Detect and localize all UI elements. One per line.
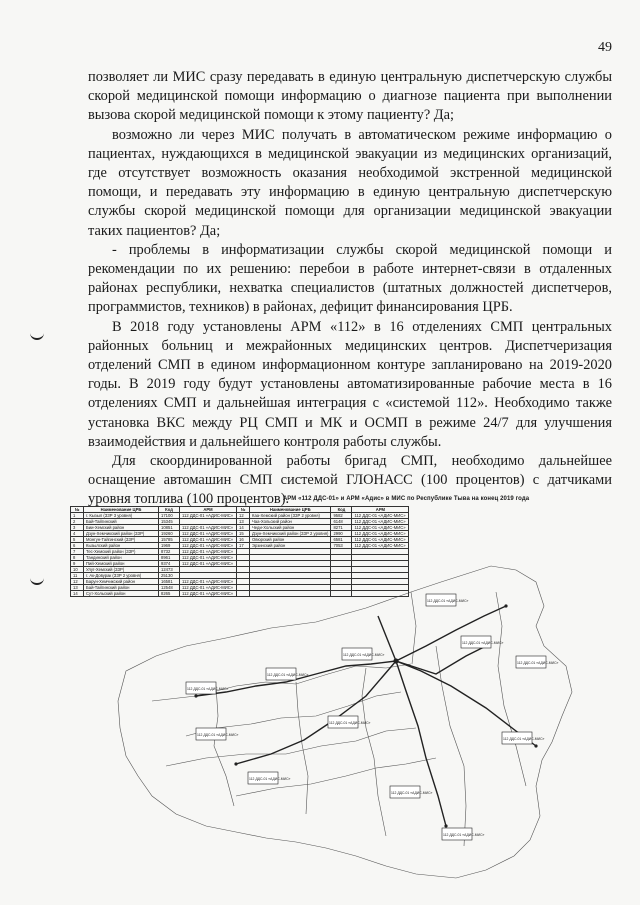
table-header: Наименование ЦРБ [250,507,331,513]
table-cell: 12473 [159,567,180,573]
table-cell: 112 ДДС-01 «АДИС-МИС» [180,585,237,591]
table-row [71,513,409,519]
map-label: 112 ДДС-01 «АДИС-МИС» [343,653,385,657]
table-row [71,531,409,537]
table-cell: 112 ДДС-01 «АДИС-МИС» [180,531,237,537]
table-cell: 11 [71,573,84,579]
table-cell: г. Кызыл (ЗЗР 3 уровня) [84,513,159,519]
table-cell: 112 ДДС-01 «АДИС-МИС» [352,531,409,537]
paragraph-5: Для скоординированной работы бригад СМП, необходимо дальнейшее оснащение автомашин СМП системой ГЛОНАСС (100 процентов) с датчиками уровня топлива (100 процентов). [88,453,612,508]
table-cell: Эрзинский район [250,543,331,549]
table-cell: 16581 [159,579,180,585]
table-cell: 1 [71,513,84,519]
map-label: 112 ДДС-01 «АДИС-МИС» [249,777,291,781]
table-row [71,537,409,543]
table-cell: Сут-Хольский район [84,591,159,597]
table-cell: 8 [71,555,84,561]
map-label: 112 ДДС-01 «АДИС-МИС» [187,687,229,691]
body-text [88,68,612,510]
map-label: 112 ДДС-01 «АДИС-МИС» [427,599,469,603]
table-cell: 112 ДДС-01 «АДИС-МИС» [352,537,409,543]
arm-table [70,506,409,597]
table-cell: 112 ДДС-01 «АДИС-МИС» [180,537,237,543]
table-cell: 112 ДДС-01 «АДИС-МИС» [180,591,237,597]
table-cell: 112 ДДС-01 «АДИС-МИС» [352,525,409,531]
table-cell: 15785 [159,537,180,543]
table-cell: 9 [71,561,84,567]
table-cell: 112 ДДС-01 «АДИС-МИС» [180,555,237,561]
table-cell: 13 [71,585,84,591]
table-cell: 112 ДДС-01 «АДИС-МИС» [180,513,237,519]
paragraph-4: В 2018 году установлены АРМ «112» в 16 отделениях СМП центральных районных больниц и межрайонных медицинских центров. Диспетчеризация отделений СМП в едином информационном контуре запланировано на 2019-2020 годы. В 2019 году будут установлены автоматизированные рабочие места в 16 отделениях СМП и дальнейшая интеграция с «системой 112». Необходимо также установка ВКС между РЦ СМП и МК и ОСМП в режиме 24/7 для улучшения взаимодействия и дальнейшего контроля работы службы. [88,318,612,450]
table-cell: 12 [237,513,250,519]
table-cell [331,591,352,597]
table-cell: 25130 [159,573,180,579]
table-header: № [237,507,250,513]
table-cell: Улуг-Хемский (ЗЗР) [84,567,159,573]
page-number: 49 [598,40,612,55]
table-row [71,591,409,597]
table-cell: Бии-Хемский район [84,525,159,531]
table-cell: Бай-Тайгинский [84,519,159,525]
table-cell: г. Ак-Довурак (ЗЗР 2 уровня) [84,573,159,579]
table-cell: 17 [237,543,250,549]
map-label: 112 ДДС-01 «АДИС-МИС» [391,791,433,795]
table-cell: 6581 [331,537,352,543]
table-cell: 2 [71,519,84,525]
table-cell: 5 [71,537,84,543]
table-cell: 7 [71,549,84,555]
paragraph-2: возможно ли через МИС получать в автоматическом режиме информацию о пациентах, нуждающихся в медицинской эвакуации из медицинских организаций, где отсутствует возможность оказания необходимой экстренной медицинской помощи, и передавать эту информацию в единую центральную диспетчерскую службы скорой медицинской помощи для организации медицинской эвакуации таких пациентов? Да; [88,126,612,239]
table-cell: Чаа-Хольский район [250,519,331,525]
table-cell: 8265 [159,591,180,597]
table-cell: 6 [71,543,84,549]
table-cell [250,591,331,597]
table-cell: 9374 [159,561,180,567]
table-cell: Овюрский район [250,537,331,543]
table-cell: Тандинский район [84,555,159,561]
table-cell: Пий-Хемский район [84,561,159,567]
table-cell: Дзун-Хемчикский район (ЗЗР) [84,531,159,537]
table-header: Код [331,507,352,513]
map-label: 112 ДДС-01 «АДИС-МИС» [517,661,559,665]
table-cell: 112 ДДС-01 «АДИС-МИС» [352,519,409,525]
table-cell: 12 [71,579,84,585]
table-cell: Чеди-Хольский район [250,525,331,531]
table-cell: 7053 [331,543,352,549]
table-cell: Кызылский район [84,543,159,549]
table-cell: Тес-Хемский район (ЗЗР) [84,549,159,555]
map-label: 112 ДДС-01 «АДИС-МИС» [462,641,504,645]
table-cell: 112 ДДС-01 «АДИС-МИС» [180,543,237,549]
table-cell [352,591,409,597]
figure-title: АРМ «112 ДДС-01» и АРМ «Адис» в МИС по Республике Тыва на конец 2019 года [282,496,530,502]
table-cell: 3 [71,525,84,531]
table-cell: 8961 [159,555,180,561]
table-cell: 19260 [159,531,180,537]
table-cell: 9582 [331,513,352,519]
table-header: № [71,507,84,513]
map-label: 112 ДДС-01 «АДИС-МИС» [197,733,239,737]
map-figure [66,496,608,888]
table-cell: 112 ДДС-01 «АДИС-МИС» [180,525,237,531]
map-label: 112 ДДС-01 «АДИС-МИС» [267,673,309,677]
table-header: Наименование ЦРБ [84,507,159,513]
paragraph-3: - проблемы в информатизации службы скорой медицинской помощи и рекомендации по их решению: перебои в работе интернет-связи в отдаленных районах республики, нехватка специалистов (штатных должностей диспетчеров, программистов, техников) в районах, дефицит финансирования ЦРБ. [88,241,612,316]
table-header: Код [159,507,180,513]
table-cell: 10851 [159,525,180,531]
paragraph-1: позволяет ли МИС сразу передавать в единую центральную диспетчерскую службы скорой медицинской помощи информацию о диагнозе пациента при выполнении вызова скорой медицинской помощи к этому пациенту? Да; [88,69,612,124]
table-header: АРМ [180,507,237,513]
table-cell: 112 ДДС-01 «АДИС-МИС» [180,579,237,585]
table-cell: 1969 [159,543,180,549]
table-row [71,525,409,531]
table-cell [237,591,250,597]
map-label: 112 ДДС-01 «АДИС-МИС» [329,721,371,725]
table-cell: 112 ДДС-01 «АДИС-МИС» [352,513,409,519]
table-header: АРМ [352,507,409,513]
table-cell: 6148 [331,519,352,525]
table-cell: 112 ДДС-01 «АДИС-МИС» [180,549,237,555]
table-cell: Монгун-Тайгинский (ЗЗР) [84,537,159,543]
table-cell: 16 [237,537,250,543]
table-cell: 4 [71,531,84,537]
table-cell: 112 ДДС-01 «АДИС-МИС» [180,561,237,567]
table-cell: 13 [237,519,250,525]
table-cell: 8732 [159,549,180,555]
table-cell: 15345 [159,519,180,525]
table-cell: 2990 [331,531,352,537]
table-cell: 8271 [331,525,352,531]
table-cell: Бай-Тайгинский район [84,585,159,591]
table-cell: Барун-Хемчикский район [84,579,159,585]
table-cell: 112 ДДС-01 «АДИС-МИС» [352,543,409,549]
table-cell: 17100 [159,513,180,519]
table-cell: Дзун-Хемчикский район (ЗЗР 2 уровня) [250,531,331,537]
table-cell: 12548 [159,585,180,591]
margin-mark [30,330,44,340]
map-label: 112 ДДС-01 «АДИС-МИС» [503,737,545,741]
table-cell: 14 [237,525,250,531]
table-cell: 14 [71,591,84,597]
margin-mark [30,575,44,585]
table-cell: Каа-Хемский район (ЗЗР 2 уровня) [250,513,331,519]
map-label: 112 ДДС-01 «АДИС-МИС» [443,833,485,837]
table-cell: 15 [237,531,250,537]
table-cell: 10 [71,567,84,573]
